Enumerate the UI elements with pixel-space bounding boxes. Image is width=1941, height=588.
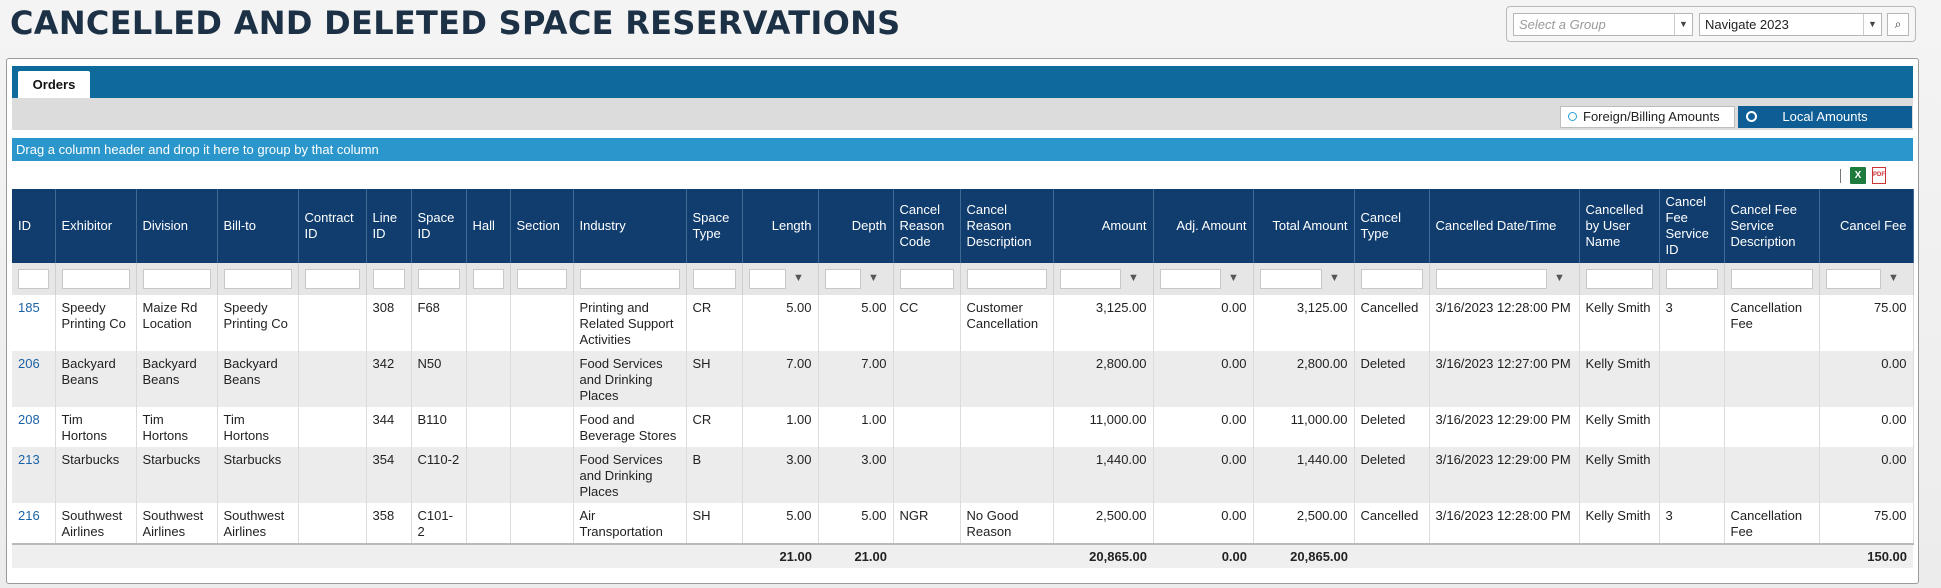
cell-cancel-reason-description: No Good Reason [960, 503, 1053, 544]
cell-amount: 2,500.00 [1053, 503, 1153, 544]
column-header-exhibitor[interactable]: Exhibitor [55, 189, 136, 263]
cell-cancel-type: Deleted [1354, 351, 1429, 407]
total-id [12, 544, 55, 568]
foreign-amounts-label: Foreign/Billing Amounts [1583, 109, 1720, 124]
column-header-cancelled-by-user-name[interactable]: Cancelled by User Name [1579, 189, 1659, 263]
cell-cancel-fee: 0.00 [1819, 407, 1913, 447]
cell-cancel-type: Deleted [1354, 407, 1429, 447]
total-cancel-type [1354, 544, 1429, 568]
cell-id[interactable]: 213 [12, 447, 55, 503]
cell-exhibitor: Starbucks [55, 447, 136, 503]
cell-cancel-fee-service-description: Cancellation Fee [1724, 295, 1819, 351]
cell-cancel-fee: 75.00 [1819, 295, 1913, 351]
filter-cell-section [510, 263, 573, 295]
total-cancel-fee-service-id [1659, 544, 1724, 568]
cell-hall [466, 351, 510, 407]
cell-space-id: F68 [411, 295, 466, 351]
column-header-section[interactable]: Section [510, 189, 573, 263]
grid-totals-row [12, 544, 1913, 568]
filter-cell-length [742, 263, 818, 295]
cell-contract-id [298, 503, 366, 544]
filter-input[interactable] [1436, 269, 1547, 289]
cell-section [510, 407, 573, 447]
cell-depth: 5.00 [818, 503, 893, 544]
filter-input[interactable] [18, 269, 49, 289]
cell-contract-id [298, 447, 366, 503]
filter-cell-cancel-reason-description [960, 263, 1053, 295]
column-header-space-id[interactable]: Space ID [411, 189, 466, 263]
filter-cell-cancel-type [1354, 263, 1429, 295]
top-controls [1506, 6, 1916, 42]
group-select[interactable] [1513, 13, 1693, 36]
filter-input[interactable] [749, 269, 786, 289]
cell-bill-to: Speedy Printing Co [217, 295, 298, 351]
group-select-value: Select a Group [1519, 17, 1606, 32]
cell-cancel-fee: 75.00 [1819, 503, 1913, 544]
cell-adj-amount: 0.00 [1153, 351, 1253, 407]
cell-bill-to: Starbucks [217, 447, 298, 503]
filter-input[interactable] [967, 269, 1047, 289]
cell-length: 1.00 [742, 407, 818, 447]
filter-input[interactable] [473, 269, 504, 289]
cell-cancel-fee-service-id [1659, 351, 1724, 407]
column-header-division[interactable]: Division [136, 189, 217, 263]
cell-space-type: CR [686, 295, 742, 351]
cell-cancel-reason-code [893, 351, 960, 407]
cell-line-id: 308 [366, 295, 411, 351]
cell-total-amount: 11,000.00 [1253, 407, 1354, 447]
cell-space-id: B110 [411, 407, 466, 447]
filter-input[interactable] [143, 269, 211, 289]
cell-contract-id [298, 295, 366, 351]
total-total-amount: 20,865.00 [1253, 544, 1354, 568]
column-header-industry[interactable]: Industry [573, 189, 686, 263]
grid-filter-row [12, 263, 1913, 295]
cell-hall [466, 295, 510, 351]
cell-line-id: 354 [366, 447, 411, 503]
cell-adj-amount: 0.00 [1153, 295, 1253, 351]
cell-exhibitor: Tim Hortons [55, 407, 136, 447]
tabstrip [12, 66, 1913, 98]
filter-cell-division [136, 263, 217, 295]
cell-total-amount: 1,440.00 [1253, 447, 1354, 503]
table-row[interactable] [12, 295, 1913, 351]
cell-space-type: SH [686, 351, 742, 407]
table-row[interactable] [12, 503, 1913, 544]
column-header-bill-to[interactable]: Bill-to [217, 189, 298, 263]
filter-input[interactable] [1060, 269, 1121, 289]
cell-contract-id [298, 351, 366, 407]
cell-length: 7.00 [742, 351, 818, 407]
total-amount: 20,865.00 [1053, 544, 1153, 568]
cell-cancelled-date-time: 3/16/2023 12:29:00 PM [1429, 447, 1579, 503]
cell-space-type: B [686, 447, 742, 503]
filter-cell-cancel-fee-service-description [1724, 263, 1819, 295]
cell-depth: 1.00 [818, 407, 893, 447]
cell-cancel-reason-code: CC [893, 295, 960, 351]
cell-id[interactable]: 206 [12, 351, 55, 407]
divider [1840, 169, 1841, 183]
radio-icon [1568, 112, 1577, 121]
cell-division: Maize Rd Location [136, 295, 217, 351]
amount-toggle-bar [12, 98, 1913, 130]
cell-line-id: 358 [366, 503, 411, 544]
cell-cancel-fee-service-id: 3 [1659, 295, 1724, 351]
cell-cancelled-date-time: 3/16/2023 12:29:00 PM [1429, 407, 1579, 447]
event-select-value: Navigate 2023 [1705, 17, 1789, 32]
cell-cancel-reason-description [960, 407, 1053, 447]
total-cancel-fee: 150.00 [1819, 544, 1913, 568]
column-header-cancel-fee[interactable]: Cancel Fee [1819, 189, 1913, 263]
cell-space-id: C110-2 [411, 447, 466, 503]
filter-icon[interactable]: ▼ [1228, 272, 1239, 284]
filter-cell-total-amount [1253, 263, 1354, 295]
cell-amount: 11,000.00 [1053, 407, 1153, 447]
cell-cancel-type: Deleted [1354, 447, 1429, 503]
cell-cancel-fee-service-description [1724, 351, 1819, 407]
filter-cell-contract-id [298, 263, 366, 295]
table-row[interactable] [12, 447, 1913, 503]
filter-cell-space-type [686, 263, 742, 295]
total-contract-id [298, 544, 366, 568]
cell-cancel-reason-code [893, 407, 960, 447]
chevron-down-icon[interactable]: ▼ [1674, 14, 1692, 35]
filter-cell-cancelled-by-user-name [1579, 263, 1659, 295]
table-row[interactable] [12, 407, 1913, 447]
cell-hall [466, 447, 510, 503]
column-header-cancel-type[interactable]: Cancel Type [1354, 189, 1429, 263]
column-header-amount[interactable]: Amount [1053, 189, 1153, 263]
cell-hall [466, 503, 510, 544]
total-cancel-reason-code [893, 544, 960, 568]
cell-cancel-fee-service-description: Cancellation Fee [1724, 503, 1819, 544]
cell-total-amount: 2,500.00 [1253, 503, 1354, 544]
cell-cancel-reason-code [893, 447, 960, 503]
cell-cancelled-by-user-name: Kelly Smith [1579, 351, 1659, 407]
event-select[interactable] [1699, 13, 1882, 36]
total-length: 21.00 [742, 544, 818, 568]
cell-cancel-reason-description: Customer Cancellation [960, 295, 1053, 351]
cell-line-id: 344 [366, 407, 411, 447]
cell-depth: 7.00 [818, 351, 893, 407]
cell-hall [466, 407, 510, 447]
search-icon: ⌕ [1894, 17, 1902, 31]
filter-icon[interactable]: ▼ [868, 272, 879, 284]
total-exhibitor [55, 544, 136, 568]
column-header-cancel-fee-service-id[interactable]: Cancel Fee Service ID [1659, 189, 1724, 263]
cell-id[interactable]: 216 [12, 503, 55, 544]
filter-icon[interactable]: ▼ [1128, 272, 1139, 284]
cell-amount: 3,125.00 [1053, 295, 1153, 351]
total-line-id [366, 544, 411, 568]
filter-cell-exhibitor [55, 263, 136, 295]
filter-cell-depth [818, 263, 893, 295]
cell-exhibitor: Southwest Airlines [55, 503, 136, 544]
filter-icon[interactable]: ▼ [793, 272, 804, 284]
orders-grid [12, 189, 1914, 568]
radio-selected-icon [1746, 111, 1757, 122]
local-amounts-option[interactable] [1738, 106, 1912, 128]
cell-section [510, 503, 573, 544]
column-header-cancel-fee-service-description[interactable]: Cancel Fee Service Description [1724, 189, 1819, 263]
column-header-hall[interactable]: Hall [466, 189, 510, 263]
filter-input[interactable] [418, 269, 460, 289]
cell-bill-to: Southwest Airlines [217, 503, 298, 544]
cell-cancel-reason-description [960, 351, 1053, 407]
total-bill-to [217, 544, 298, 568]
cell-cancelled-date-time: 3/16/2023 12:27:00 PM [1429, 351, 1579, 407]
column-header-space-type[interactable]: Space Type [686, 189, 742, 263]
total-hall [466, 544, 510, 568]
cell-total-amount: 3,125.00 [1253, 295, 1354, 351]
cell-space-type: SH [686, 503, 742, 544]
cell-cancel-fee: 0.00 [1819, 351, 1913, 407]
column-header-total-amount[interactable]: Total Amount [1253, 189, 1354, 263]
column-header-cancel-reason-description[interactable]: Cancel Reason Description [960, 189, 1053, 263]
cell-amount: 2,800.00 [1053, 351, 1153, 407]
filter-input[interactable] [1586, 269, 1653, 289]
filter-input[interactable] [580, 269, 680, 289]
filter-input[interactable] [305, 269, 360, 289]
cell-cancel-type: Cancelled [1354, 503, 1429, 544]
cell-cancelled-by-user-name: Kelly Smith [1579, 447, 1659, 503]
filter-input[interactable] [1826, 269, 1881, 289]
cell-length: 5.00 [742, 295, 818, 351]
cell-length: 5.00 [742, 503, 818, 544]
filter-input[interactable] [373, 269, 405, 289]
filter-input[interactable] [1260, 269, 1322, 289]
cell-industry: Food and Beverage Stores [573, 407, 686, 447]
cell-cancel-reason-code: NGR [893, 503, 960, 544]
filter-input[interactable] [1361, 269, 1423, 289]
column-header-line-id[interactable]: Line ID [366, 189, 411, 263]
cell-cancel-fee-service-description [1724, 407, 1819, 447]
cell-cancelled-by-user-name: Kelly Smith [1579, 295, 1659, 351]
cell-adj-amount: 0.00 [1153, 407, 1253, 447]
search-button[interactable] [1887, 13, 1909, 36]
filter-cell-cancel-fee-service-id [1659, 263, 1724, 295]
filter-cell-line-id [366, 263, 411, 295]
filter-cell-industry [573, 263, 686, 295]
filter-cell-hall [466, 263, 510, 295]
total-depth: 21.00 [818, 544, 893, 568]
cell-cancelled-by-user-name: Kelly Smith [1579, 503, 1659, 544]
cell-cancel-fee-service-id [1659, 447, 1724, 503]
cell-cancel-fee: 0.00 [1819, 447, 1913, 503]
cell-cancel-reason-description [960, 447, 1053, 503]
filter-icon[interactable]: ▼ [1329, 272, 1340, 284]
cell-section [510, 295, 573, 351]
filter-cell-amount [1053, 263, 1153, 295]
column-header-adj-amount[interactable]: Adj. Amount [1153, 189, 1253, 263]
cell-exhibitor: Backyard Beans [55, 351, 136, 407]
cell-space-id: N50 [411, 351, 466, 407]
tab-orders[interactable]: Orders [18, 71, 90, 98]
cell-cancelled-date-time: 3/16/2023 12:28:00 PM [1429, 503, 1579, 544]
filter-input[interactable] [900, 269, 954, 289]
column-header-depth[interactable]: Depth [818, 189, 893, 263]
excel-icon[interactable]: X [1850, 167, 1866, 184]
filter-cell-cancel-reason-code [893, 263, 960, 295]
filter-input[interactable] [62, 269, 130, 289]
page-title: CANCELLED AND DELETED SPACE RESERVATIONS [10, 4, 901, 42]
total-cancelled-by-user-name [1579, 544, 1659, 568]
local-amounts-label: Local Amounts [1782, 109, 1868, 124]
table-row[interactable] [12, 351, 1913, 407]
filter-input[interactable] [825, 269, 861, 289]
total-space-id [411, 544, 466, 568]
filter-icon[interactable]: ▼ [1888, 272, 1899, 284]
cell-bill-to: Tim Hortons [217, 407, 298, 447]
cell-exhibitor: Speedy Printing Co [55, 295, 136, 351]
cell-division: Backyard Beans [136, 351, 217, 407]
total-cancel-fee-service-description [1724, 544, 1819, 568]
pdf-icon[interactable]: PDF [1872, 167, 1886, 184]
cell-length: 3.00 [742, 447, 818, 503]
cell-id[interactable]: 185 [12, 295, 55, 351]
cell-division: Southwest Airlines [136, 503, 217, 544]
column-header-cancel-reason-code[interactable]: Cancel Reason Code [893, 189, 960, 263]
cell-division: Starbucks [136, 447, 217, 503]
total-space-type [686, 544, 742, 568]
cell-adj-amount: 0.00 [1153, 447, 1253, 503]
cell-depth: 5.00 [818, 295, 893, 351]
foreign-amounts-option[interactable] [1560, 106, 1735, 128]
cell-space-id: C101-2 [411, 503, 466, 544]
total-adj-amount: 0.00 [1153, 544, 1253, 568]
total-cancel-reason-description [960, 544, 1053, 568]
total-industry [573, 544, 686, 568]
cell-cancel-fee-service-id [1659, 407, 1724, 447]
cell-cancel-fee-service-description [1724, 447, 1819, 503]
cell-total-amount: 2,800.00 [1253, 351, 1354, 407]
column-header-cancelled-date-time[interactable]: Cancelled Date/Time [1429, 189, 1579, 263]
cell-contract-id [298, 407, 366, 447]
cell-cancelled-date-time: 3/16/2023 12:28:00 PM [1429, 295, 1579, 351]
filter-cell-space-id [411, 263, 466, 295]
filter-input[interactable] [517, 269, 567, 289]
filter-cell-adj-amount [1153, 263, 1253, 295]
chevron-down-icon[interactable]: ▼ [1863, 14, 1881, 35]
filter-cell-cancel-fee [1819, 263, 1913, 295]
filter-cell-bill-to [217, 263, 298, 295]
cell-industry: Printing and Related Support Activities [573, 295, 686, 351]
cell-cancel-fee-service-id: 3 [1659, 503, 1724, 544]
cell-industry: Food Services and Drinking Places [573, 351, 686, 407]
orders-panel [6, 58, 1919, 584]
cell-adj-amount: 0.00 [1153, 503, 1253, 544]
column-header-contract-id[interactable]: Contract ID [298, 189, 366, 263]
cell-industry: Food Services and Drinking Places [573, 447, 686, 503]
cell-id[interactable]: 208 [12, 407, 55, 447]
filter-input[interactable] [224, 269, 292, 289]
cell-amount: 1,440.00 [1053, 447, 1153, 503]
filter-cell-cancelled-date-time [1429, 263, 1579, 295]
cell-division: Tim Hortons [136, 407, 217, 447]
column-header-id[interactable]: ID [12, 189, 55, 263]
cell-cancelled-by-user-name: Kelly Smith [1579, 407, 1659, 447]
group-by-drop-area[interactable]: Drag a column header and drop it here to group by that column [12, 138, 1913, 161]
filter-cell-id [12, 263, 55, 295]
filter-icon[interactable]: ▼ [1554, 272, 1565, 284]
total-cancelled-date-time [1429, 544, 1579, 568]
cell-bill-to: Backyard Beans [217, 351, 298, 407]
total-section [510, 544, 573, 568]
filter-input[interactable] [693, 269, 736, 289]
cell-space-type: CR [686, 407, 742, 447]
cell-cancel-type: Cancelled [1354, 295, 1429, 351]
cell-section [510, 351, 573, 407]
filter-input[interactable] [1160, 269, 1221, 289]
total-division [136, 544, 217, 568]
filter-input[interactable] [1731, 269, 1813, 289]
grid-header-row [12, 189, 1913, 263]
column-header-length[interactable]: Length [742, 189, 818, 263]
cell-depth: 3.00 [818, 447, 893, 503]
filter-input[interactable] [1666, 269, 1718, 289]
cell-line-id: 342 [366, 351, 411, 407]
cell-section [510, 447, 573, 503]
cell-industry: Air Transportation [573, 503, 686, 544]
